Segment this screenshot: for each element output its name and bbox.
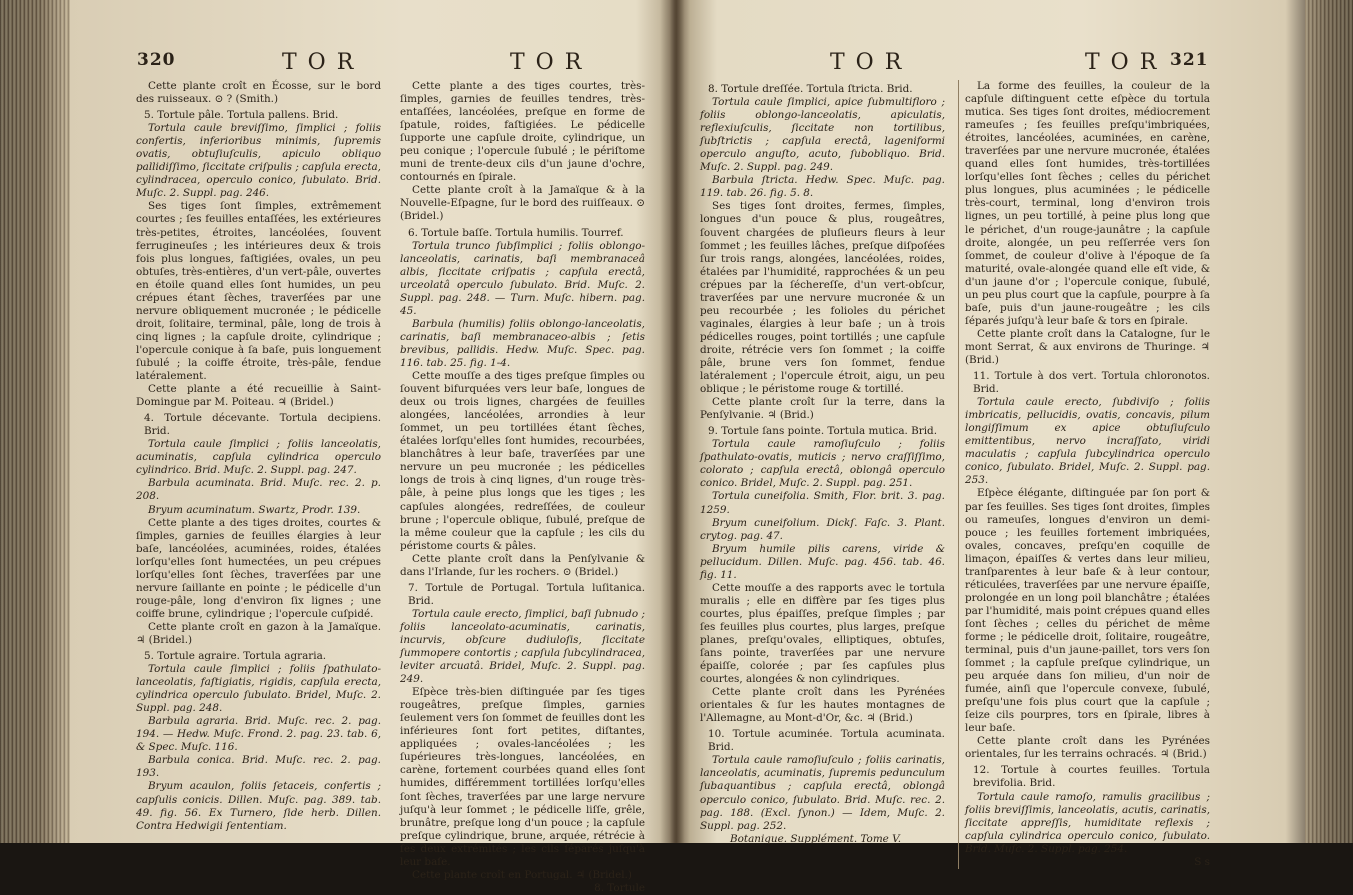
paragraph: Cette plante croît en Portugal. ♃ (Bridel.)	[412, 868, 632, 881]
paragraph: Cette mouſſe a des tiges preſque ſimples ou ſouvent bifurquées vers leur baſe, longues de deux ou trois lignes, chargées de feuilles alongées, lancéolées, arrondies à leur ſommet, un peu tortillées étant ſèches, étalées lorſqu'elles ſont humides, recourbées, blanchâtres à leur baſe, traverſées par une nervure un peu mucronée ; les pédicelles longs de trois à cinq lignes, d'un rouge très-pâle, à peine plus longs que les tiges ; les capſules alongées, redreſſées, de couleur brune ; l'opercule oblique, ſubulé, preſque de la même couleur que la capſule ; les cils du péristome courts & pâles.	[400, 370, 645, 552]
synonym: Barbula conica. Brid. Muſc. rec. 2. pag. 193.	[136, 754, 381, 780]
latin-diagnosis: Tortula trunco ſubſimplici ; foliis oblongo-lanceolatis, carinatis, baſi membranaceâ albis, ſiccitate criſpatis ; capſula erectâ, urceolatâ operculo ſubulato. Brid. Muſc. 2. Suppl. pag. 248. — Turn. Muſc. hibern. pag. 45.	[400, 239, 645, 317]
latin-diagnosis: Tortula caule breviſſimo, ſimplici ; foliis confertis, inferioribus minimis, ſupremis ovatis, obtuſiuſculis, apiculo obliquo pallidiſſimo, ſiccitate criſpulis ; capſula erecta, cylindracea, operculo conico, ſubulato. Brid. Muſc. 2. Suppl. pag. 246.	[136, 122, 381, 200]
synonym: Tortula cuneifolia. Smith, Flor. brit. 3. pag. 1259.	[700, 490, 945, 516]
latin-diagnosis: Tortula caule erecto, ſubdiviſo ; foliis imbricatis, pellucidis, ovatis, concavis, pilum longiſſimum ex apice obtuſiuſculo emittentibus, nervo incraſſato, viridi maculatis ; capſula ſubcylindrica operculo conico, ſubulato. Bridel, Muſc. 2. Suppl. pag. 253.	[965, 396, 1210, 487]
synonym: Barbula agraria. Brid. Muſc. rec. 2. pag. 194. — Hedw. Muſc. Frond. 2. pag. 23. tab. 6, & Spec. Muſc. 116.	[136, 715, 381, 754]
paragraph: Cette plante croît dans la Penſylvanie & dans l'Irlande, ſur les rochers. ⊙ (Bridel.)	[400, 552, 645, 578]
paragraph: Cette plante a des tiges courtes, très-ſimples, garnies de feuilles tendres, très-entaſſées, lancéolées, preſque en forme de ſpatule, roides, faſtigiées. Le pédicelle ſupporte une capſule droite, cylindrique, un peu conique ; l'opercule ſubulé ; le périſtome muni de trente-deux cils d'un jaune d'ochre, contournés en ſpirale.	[400, 80, 645, 184]
entry-heading: 7. Tortule de Portugal. Tortula luſitanica. Brid.	[408, 581, 645, 607]
synonym: Barbula ſtricta. Hedw. Spec. Muſc. pag. 119. tab. 26. fig. 5. 8.	[700, 174, 945, 200]
synonym: Barbula (humilis) foliis oblongo-lanceolatis, carinatis, baſi membranaceo-albis ; ſetis brevibus, pallidis. Hedw. Muſc. Spec. pag. 116. tab. 25. fig. 1-4.	[400, 317, 645, 369]
entry-heading: 5. Tortule agraire. Tortula agraria.	[144, 650, 327, 663]
paragraph: Cette plante croît dans les Pyrénées orientales & ſur les hautes montagnes de l'Allemagne, au Mont-d'Or, &c. ♃ (Brid.)	[700, 686, 945, 725]
paragraph: Cette plante croît à la Jamaïque & à la Nouvelle-Eſpagne, ſur le bord des ruiſſeaux. ⊙ (Bridel.)	[400, 184, 645, 223]
latin-diagnosis: Tortula caule ramoſiuſculo ; foliis ſpathulato-ovatis, muticis ; nervo craſſiſſimo, colorato ; capſula erectâ, oblongâ operculo conico. Bridel, Muſc. 2. Suppl. pag. 251.	[700, 438, 945, 490]
running-head-right-inner: TOR	[830, 50, 913, 75]
right-page-column-a	[700, 80, 945, 846]
page-edges-right	[1305, 0, 1353, 843]
entry-heading: 11. Tortule à dos vert. Tortula chloronotos. Brid.	[973, 370, 1210, 396]
paragraph: Cette plante a été recueillie à Saint-Domingue par M. Poiteau. ♃ (Bridel.)	[136, 383, 381, 409]
running-head-left-inner: TOR	[510, 50, 593, 75]
paragraph: Cette mouſſe a des rapports avec le tortula muralis ; elle en diffère par ſes tiges plus courtes, plus épaiſſes, preſque ſimples ; par ſes feuilles plus courtes, plus larges, preſque planes, preſqu'ovales, elliptiques, obtuſes, ſans pointe, traverſées par une nervure épaiſſe, colorée ; par ſes capſules plus courtes, alongées & non cylindriques.	[700, 581, 945, 686]
entry-heading: 12. Tortule à courtes feuilles. Tortula brevifolia. Brid.	[973, 764, 1210, 790]
signature-mark: S s	[1194, 855, 1210, 868]
entry-heading: 4. Tortule décevante. Tortula decipiens. Brid.	[144, 412, 381, 438]
page-edges-left	[0, 0, 70, 843]
paragraph: Cette plante croît dans les Pyrénées orientales, ſur les terrains ochracés. ♃ (Brid.)	[965, 735, 1210, 761]
footer-volume-title: Botanique. Supplément. Tome V.	[730, 832, 902, 845]
paragraph: Cette plante croît dans la Catalogne, ſur le mont Serrat, & aux environs de Thuringe. ♃ (Brid.)	[965, 327, 1210, 366]
book-gutter	[660, 0, 690, 843]
synonym: Bryum acuminatum. Swartz, Prodr. 139.	[148, 503, 361, 516]
synonym: Bryum acaulon, foliis ſetaceis, confertis ; capſulis conicis. Dillen. Muſc. pag. 389. tab. 49. fig. 56. Ex Turnero, ſide herb. Dillen. Contra Hedwigii ſententiam.	[136, 780, 381, 832]
paragraph: Cette plante croît en Écosse, sur le bord des ruisseaux. ⊙ ? (Smith.)	[136, 80, 381, 106]
latin-diagnosis: Tortula caule erecto, ſimplici, baſi ſubnudo ; foliis lanceolato-acuminatis, carinatis, incurvis, obſcure dudiuloſis, ſiccitate ſummopere contortis ; capſula ſubcylindracea, leviter arcuatâ. Bridel, Muſc. 2. Suppl. pag. 249.	[400, 607, 645, 686]
paragraph: Ses tiges ſont ſimples, extrêmement courtes ; ſes feuilles entaſſées, les extérieures très-petites, étroites, lancéolées, ſouvent ferrugineuſes ; les intérieures deux & trois fois plus longues, faſtigiées, ovales, un peu obtuſes, très-entières, d'un vert-pâle, ouvertes en étoile quand elles ſont humides, un peu crépues étant ſèches, traverſées par une nervure obliquement mucronée ; le pédicelle droit, ſolitaire, terminal, pâle, long de trois à cinq lignes ; la capſule droite, cylindrique ; l'opercule conique à ſa baſe, puis longuement ſubulé ; la coiffe étroite, très-pâle, fendue latéralement.	[136, 200, 381, 383]
latin-diagnosis: Tortula caule ſimplici ; foliis ſpathulato-lanceolatis, faſtigiatis, rigidis, capſula erecta, cylindrica operculo ſubulato. Bridel, Muſc. 2. Suppl. pag. 248.	[136, 663, 381, 715]
synonym: Bryum cuneifolium. Dickſ. Faſc. 3. Plant. crytog. pag. 47.	[700, 516, 945, 542]
paragraph: Cette plante croît en gazon à la Jamaïque. ♃ (Bridel.)	[136, 620, 381, 646]
latin-diagnosis: Tortula caule ramoſiuſculo ; foliis carinatis, lanceolatis, acuminatis, ſupremis pedunculum ſubaquantibus ; capſula erectâ, oblongâ operculo conico, ſubulato. Brid. Muſc. rec. 2. pag. 188. (Excl. ſynon.) — Idem, Muſc. 2. Suppl. pag. 252.	[700, 754, 945, 832]
paragraph: La forme des feuilles, la couleur de la capſule diſtinguent cette eſpèce du tortula mutica. Ses tiges ſont droites, médiocrement rameuſes ; ſes feuilles preſqu'imbriquées, étroites, lancéolées, acuminées, en carène, traverſées par une nervure mucronée, étalées quand elles ſont humides, très-tortillées lorſqu'elles ſont ſèches ; celles du périchet plus longues, plus acuminées ; le pédicelle très-court, terminal, long d'environ trois lignes, un peu tortillé, à peine plus long que le périchet, d'un rouge-jaunâtre ; la capſule droite, alongée, un peu reſſerrée vers ſon ſommet, de couleur d'olive à l'époque de ſa maturité, ovale-alongée quand elle eſt vide, & d'un jaune d'or ; l'opercule conique, ſubulé, un peu plus court que la capſule, pourpre à ſa baſe, puis d'un jaune-rougeâtre ; les cils ſéparés juſqu'à leur baſe & tors en ſpirale.	[965, 80, 1210, 327]
running-head-left-outer: TOR	[282, 50, 365, 75]
page-number-left: 320	[137, 50, 176, 70]
entry-heading: 9. Tortule ſans pointe. Tortula mutica. Brid.	[708, 425, 938, 438]
page-number-right: 321	[1170, 50, 1209, 70]
right-page-column-b	[958, 80, 1210, 869]
paragraph: Eſpèce élégante, diſtinguée par ſon port & par ſes feuilles. Ses tiges ſont droites, ſimples ou rameuſes, longues d'environ un demi-pouce ; les feuilles fortement imbriquées, ovales, concaves, preſqu'en coquille de limaçon, épaiſſes & vertes dans leur milieu, tranſparentes à leur baſe & à leur contour, réticulées, traverſées par une nervure épaiſſe, prolongée en un long poil blanchâtre ; étalées par l'humidité, mais point crépues quand elles ſont ſèches ; celles du périchet de même forme ; le pédicelle droit, ſolitaire, rougeâtre, terminal, puis d'un jaune-paillet, tors vers ſon ſommet ; la capſule preſque cylindrique, un peu arquée dans ſon milieu, d'un noir de fumée, ainſi que l'opercule convexe, ſubulé, preſqu'une fois plus court que la capſule ; ſeize cils pourpres, tors en ſpirale, libres à leur baſe.	[965, 487, 1210, 735]
entry-heading: 5. Tortule pâle. Tortula pallens. Brid.	[144, 109, 339, 122]
left-page-column-b	[400, 80, 645, 895]
left-page-column-a	[136, 80, 381, 833]
synonym: Barbula acuminata. Brid. Muſc. rec. 2. p. 208.	[136, 477, 381, 503]
paragraph: Eſpèce très-bien diſtinguée par ſes tiges rougeâtres, preſque ſimples, garnies ſeulement vers ſon ſommet de feuilles dont les inférieures ſont fort petites, diſtantes, appliquées ; ovales-lancéolées ; les ſupérieures très-longues, lancéolées, en carène, fortement courbées quand elles ſont humides, différemment tortillées lorſqu'elles ſont ſèches, traverſées par une large nervure juſqu'à leur ſommet ; le pédicelle liſſe, grêle, brunâtre, preſque long d'un pouce ; la capſule preſque cylindrique, brune, arquée, rétrécie à ſes deux extrémités ; les cils ſéparés juſqu'à leur baſe.	[400, 686, 645, 868]
entry-heading: 6. Tortule baſſe. Tortula humilis. Tourref.	[408, 226, 624, 239]
latin-diagnosis: Tortula caule ſimplici ; foliis lanceolatis, acuminatis, capſula cylindrica operculo cylindrico. Brid. Muſc. 2. Suppl. pag. 247.	[136, 438, 381, 477]
entry-heading: 10. Tortule acuminée. Tortula acuminata. Brid.	[708, 728, 945, 754]
entry-heading: 8. Tortule dreſſée. Tortula ſtricta. Brid.	[708, 83, 913, 95]
paragraph: Ses tiges ſont droites, fermes, ſimples, longues d'un pouce & plus, rougeâtres, ſouvent chargées de pluſieurs fleurs à leur ſommet ; les feuilles lâches, preſque diſpoſées ſur trois rangs, alongées, lancéolées, roides, étalées par l'humidité, rapprochées & un peu crépues par la ſéchereſſe, d'un vert-obſcur, traverſées par une nervure mucronée & un peu recourbée ; les folioles du périchet vaginales, élargies à leur baſe ; un à trois pédicelles rouges, point tortillés ; une capſule droite, rétrécie vers ſon ſommet ; la coiffe pâle, brune vers ſon ſommet, fendue latéralement ; l'opercule étroit, aigu, un peu oblique ; le péristome rouge & tortillé.	[700, 200, 945, 396]
latin-diagnosis: Tortula caule ramoſo, ramulis gracilibus ; foliis breviſſimis, lanceolatis, acutis, carinatis, ſiccitate appreſſis, humiditate reflexis ; capſula cylindrica operculo conico, ſubulato. Brid. Muſc. 2. Suppl. pag. 254.	[965, 790, 1210, 855]
synonym: Bryum humile pilis carens, viride & pellucidum. Dillen. Muſc. pag. 456. tab. 46. fig. 11.	[700, 542, 945, 581]
paragraph: Cette plante a des tiges droites, courtes & ſimples, garnies de feuilles élargies à leur baſe, lancéolées, acuminées, roides, étalées lorſqu'elles ſont humectées, un peu crépues lorſqu'elles ſont ſèches, traverſées par une nervure ſaillante en pointe ; le pédicelle d'un rouge-pâle, long d'environ ſix lignes ; une coiffe brune, cylindrique ; l'opercule cuſpidé.	[136, 516, 381, 620]
running-head-right-outer: TOR	[1085, 50, 1168, 75]
catchword: 8. Tortule	[594, 881, 645, 894]
latin-diagnosis: Tortula caule ſimplici, apice ſubmultifloro ; foliis oblongo-lanceolatis, apiculatis, reflexiuſculis, ſiccitate non tortilibus, ſubſtrictis ; capſula erectâ, lageniformi operculo anguſto, acuto, ſubobliquo. Brid. Muſc. 2. Suppl. pag. 249.	[700, 96, 945, 174]
paragraph: Cette plante croît ſur la terre, dans la Penſylvanie. ♃ (Brid.)	[700, 396, 945, 422]
